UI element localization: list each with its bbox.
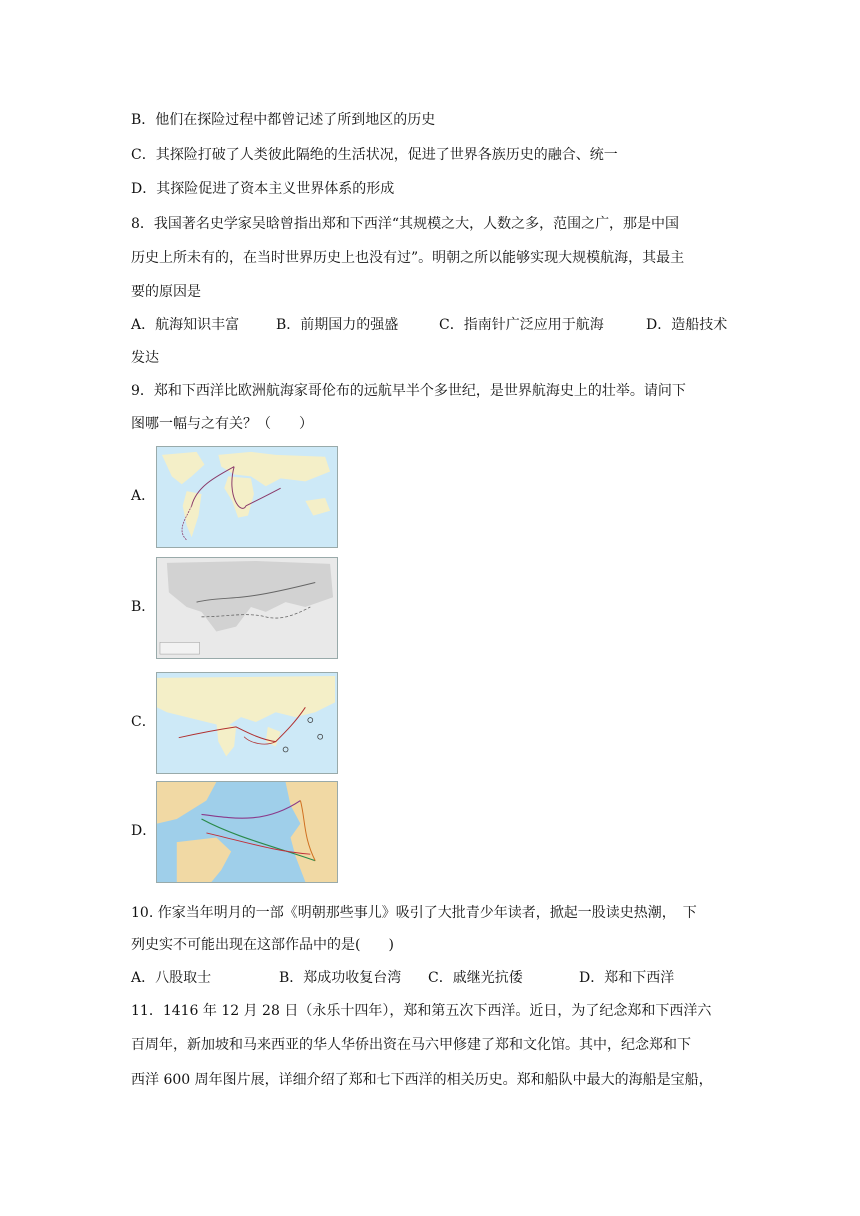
q10-option-d: D．郑和下西洋 (579, 970, 675, 986)
q10-stem-line-1: 10. 作家当年明月的一部《明朝那些事儿》吸引了大批青少年读者，掀起一股读史热潮， 下 (131, 905, 697, 921)
q9-label-c: C． (131, 714, 156, 730)
q9-label-a: A． (131, 488, 156, 504)
q7-option-d: D．其探险促进了资本主义世界体系的形成 (131, 181, 395, 197)
q8-option-b: B．前期国力的强盛 (276, 317, 399, 333)
q10-options (131, 968, 731, 988)
q11-stem-line-1: 11．1416 年 12 月 28 日（永乐十四年），郑和第五次下西洋。近日，为了纪念郑和下西洋六 (131, 1003, 712, 1019)
q10-option-b: B．郑成功收复台湾 (279, 970, 402, 986)
q9-stem-line-2: 图哪一幅与之有关？（ ） (131, 416, 313, 432)
q11-stem-line-2: 百周年，新加坡和马来西亚的华人华侨出资在马六甲修建了郑和文化馆。其中，纪念郑和下 (131, 1037, 691, 1053)
q10-stem-line-2: 列史实不可能出现在这部作品中的是( ) (131, 937, 394, 953)
q10-option-a: A．八股取士 (131, 970, 212, 986)
q8-stem-line-3: 要的原因是 (131, 284, 201, 300)
q9-stem-line-1: 9．郑和下西洋比欧洲航海家哥伦布的远航早半个多世纪，是世界航海史上的壮举。请问下 (131, 383, 686, 399)
q8-option-d-cont: 发达 (131, 350, 159, 366)
q9-option-d (131, 781, 351, 883)
world-map-a-image (156, 446, 338, 548)
q9-label-d: D． (131, 823, 157, 839)
q8-stem-line-2: 历史上所未有的，在当时世界历史上也没有过”。明朝之所以能够实现大规模航海，其最主 (131, 250, 685, 266)
q9-label-b: B． (131, 599, 156, 615)
q8-option-d: D．造船技术 (646, 317, 728, 333)
q10-option-c: C．戚继光抗倭 (428, 970, 523, 986)
q7-option-b: B．他们在探险过程中都曾记述了所到地区的历史 (131, 112, 436, 128)
q9-option-b (131, 557, 351, 659)
q9-option-a (131, 446, 351, 548)
world-map-c-image (156, 672, 338, 774)
q8-option-c: C．指南针广泛应用于航海 (439, 317, 604, 333)
world-map-d-image (156, 781, 338, 883)
q7-option-c: C．其探险打破了人类彼此隔绝的生活状况，促进了世界各族历史的融合、统一 (131, 147, 618, 163)
q8-options (131, 315, 731, 335)
q11-stem-line-3: 西洋 600 周年图片展，详细介绍了郑和七下西洋的相关历史。郑和船队中最大的海船是宝船， (131, 1072, 713, 1088)
world-map-b-image (156, 557, 338, 659)
q8-option-a: A．航海知识丰富 (131, 317, 240, 333)
q8-stem-line-1: 8．我国著名史学家吴晗曾指出郑和下西洋“其规模之大，人数之多，范围之广，那是中国 (131, 216, 680, 232)
q9-option-c (131, 672, 351, 774)
